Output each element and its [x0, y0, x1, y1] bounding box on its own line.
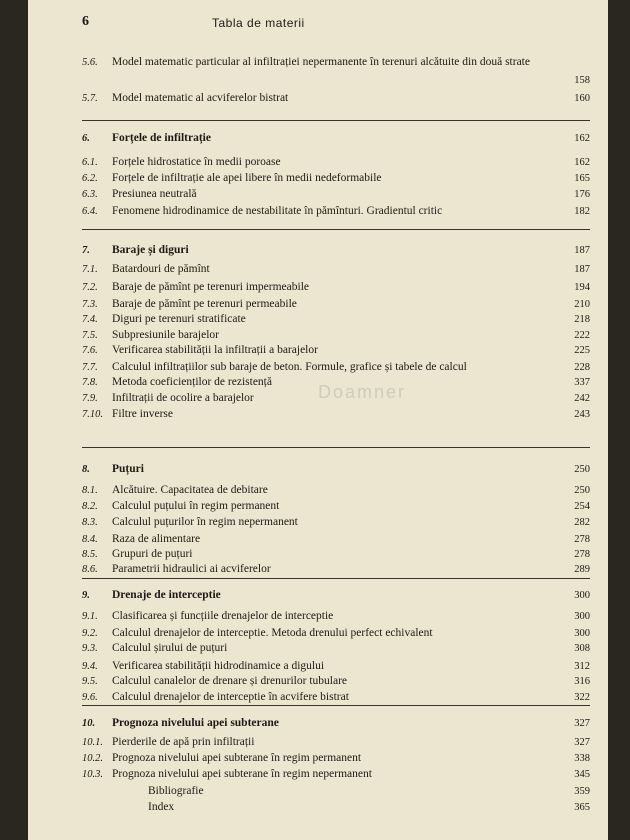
toc-entry-title: Verificarea stabilității la infiltrații a barajelor	[112, 344, 318, 356]
toc-entry-number: 9.1.	[82, 611, 98, 622]
toc-entry-page: 337	[574, 377, 590, 388]
toc-entry-number: 6.3.	[82, 189, 98, 200]
toc-entry-title: Puțuri	[112, 463, 144, 475]
toc-entry-page: 182	[574, 206, 590, 217]
toc-entry-page: 365	[574, 802, 590, 813]
toc-entry-page: 194	[574, 282, 590, 293]
toc-entry-number: 7.5.	[82, 330, 98, 341]
section-rule	[82, 447, 590, 448]
toc-entry-title: Raza de alimentare	[112, 533, 201, 545]
toc-entry-number: 7.8.	[82, 377, 98, 388]
toc-entry-number: 7.3.	[82, 299, 98, 310]
toc-entry-number: 7.1.	[82, 264, 98, 275]
toc-entry-number: 6.4.	[82, 206, 98, 217]
toc-entry-title: Forțele hidrostatice în medii poroase	[112, 156, 281, 168]
toc-entry-number: 6.2.	[82, 173, 98, 184]
toc-entry-number: 7.	[82, 245, 90, 256]
toc-entry-page: 345	[574, 769, 590, 780]
toc-entry-page: 243	[574, 409, 590, 420]
toc-entry-number: 9.2.	[82, 628, 98, 639]
toc-entry-page: 312	[574, 661, 590, 672]
toc-entry-page: 162	[574, 157, 590, 168]
toc-entry-number: 9.4.	[82, 661, 98, 672]
toc-entry-number: 9.	[82, 590, 90, 601]
running-title: Tabla de materii	[212, 16, 305, 30]
toc-entry-title: Calculul drenajelor de interceptie. Metoda drenului perfect echivalent	[112, 627, 433, 639]
toc-entry-page: 322	[574, 692, 590, 703]
toc-entry-title: Calculul șirului de puțuri	[112, 642, 228, 654]
toc-entry-page: 250	[574, 464, 590, 475]
toc-entry-number: 10.	[82, 718, 96, 729]
toc-entry-page: 225	[574, 345, 590, 356]
toc-entry-title: Prognoza nivelului apei subterane în regim nepermanent	[112, 768, 372, 780]
toc-entry-number: 7.4.	[82, 314, 98, 325]
toc-entry-page: 327	[574, 737, 590, 748]
toc-entry-number: 10.1.	[82, 737, 103, 748]
toc-entry-title: Index	[148, 801, 175, 813]
toc-entry-number: 7.7.	[82, 362, 98, 373]
toc-entry-page: 359	[574, 786, 590, 797]
toc-entry-page: 254	[574, 501, 590, 512]
toc-entry-title: Drenaje de interceptie	[112, 589, 221, 601]
toc-entry-page: 187	[574, 264, 590, 275]
section-rule	[82, 229, 590, 230]
toc-entry-number: 8.4.	[82, 534, 98, 545]
toc-entry-title: Diguri pe terenuri stratificate	[112, 313, 246, 325]
toc-entry-title: Model matematic al acviferelor bistrat	[112, 92, 289, 104]
toc-entry-number: 10.2.	[82, 753, 103, 764]
toc-entry-page: 300	[574, 590, 590, 601]
toc-entry-title: Baraje de pămînt pe terenuri impermeabile	[112, 281, 310, 293]
toc-entry-page: 162	[574, 133, 590, 144]
toc-entry-title: Prognoza nivelului apei subterane în regim permanent	[112, 752, 362, 764]
toc-entry-title: Calculul drenajelor de interceptie în acvifere bistrat	[112, 691, 349, 703]
toc-entry-title: Pierderile de apă prin infiltrații	[112, 736, 255, 748]
toc-entry-number: 5.6.	[82, 57, 98, 68]
toc-entry-title: Model matematic particular al infiltrației nepermanente în terenuri alcătuite din două strate	[112, 56, 530, 68]
toc-entry-number: 7.2.	[82, 282, 98, 293]
toc-entry-title: Baraje și diguri	[112, 244, 189, 256]
watermark: Doamner	[318, 382, 407, 402]
toc-entry-number: 8.2.	[82, 501, 98, 512]
toc-entry-number: 7.9.	[82, 393, 98, 404]
toc-entry-page: 278	[574, 534, 590, 545]
toc-entry-page: 242	[574, 393, 590, 404]
toc-entry-page: 300	[574, 628, 590, 639]
toc-entry-page: 228	[574, 362, 590, 373]
toc-entry-page: 158	[574, 75, 590, 86]
toc-entry-number: 6.1.	[82, 157, 98, 168]
toc-entry-page: 278	[574, 549, 590, 560]
toc-entry-number: 7.6.	[82, 345, 98, 356]
toc-entry-number: 9.6.	[82, 692, 98, 703]
toc-entry-number: 8.3.	[82, 517, 98, 528]
page-number: 6	[82, 14, 89, 29]
toc-entry-page: 327	[574, 718, 590, 729]
toc-entry-number: 8.1.	[82, 485, 98, 496]
toc-entry-page: 316	[574, 676, 590, 687]
toc-entry-title: Infiltrații de ocolire a barajelor	[112, 392, 254, 404]
section-rule	[82, 578, 590, 579]
toc-entry-number: 9.5.	[82, 676, 98, 687]
toc-entry-title: Calculul puțurilor în regim nepermanent	[112, 516, 298, 528]
toc-entry-title: Subpresiunile barajelor	[112, 329, 219, 341]
toc-entry-title: Verificarea stabilității hidrodinamice a digului	[112, 660, 325, 672]
toc-entry-number: 9.3.	[82, 643, 98, 654]
toc-entry-number: 5.7.	[82, 93, 98, 104]
toc-entry-number: 10.3.	[82, 769, 103, 780]
toc-entry-title: Prognoza nivelului apei subterane	[112, 717, 279, 729]
toc-entry-page: 222	[574, 330, 590, 341]
toc-entry-number: 8.6.	[82, 564, 98, 575]
toc-entry-title: Calculul canalelor de drenare și drenurilor tubulare	[112, 675, 348, 687]
section-rule	[82, 120, 590, 121]
toc-entry-title: Calculul infiltrațiilor sub baraje de beton. Formule, grafice și tabele de calcul	[112, 361, 467, 373]
toc-entry-page: 187	[574, 245, 590, 256]
toc-entry-title: Metoda coeficienților de rezistență	[112, 376, 272, 388]
toc-entry-title: Bibliografie	[148, 785, 204, 797]
toc-entry-page: 308	[574, 643, 590, 654]
toc-entry-title: Batardouri de pămînt	[112, 263, 210, 275]
toc-entry-page: 210	[574, 299, 590, 310]
toc-entry-number: 7.10.	[82, 409, 103, 420]
toc-entry-number: 6.	[82, 133, 90, 144]
toc-entry-title: Fenomene hidrodinamice de nestabilitate în pămînturi. Gradientul critic	[112, 205, 443, 217]
toc-entry-page: 218	[574, 314, 590, 325]
toc-entry-page: 250	[574, 485, 590, 496]
toc-entry-title: Parametrii hidraulici ai acviferelor	[112, 563, 271, 575]
toc-entry-title: Baraje de pămînt pe terenuri permeabile	[112, 298, 297, 310]
toc-entry-page: 176	[574, 189, 590, 200]
toc-entry-page: 160	[574, 93, 590, 104]
toc-entry-number: 8.	[82, 464, 90, 475]
toc-entry-title: Grupuri de puțuri	[112, 548, 193, 560]
book-page	[28, 0, 608, 840]
toc-entry-page: 300	[574, 611, 590, 622]
toc-entry-title: Alcătuire. Capacitatea de debitare	[112, 484, 268, 496]
toc-entry-page: 282	[574, 517, 590, 528]
toc-entry-title: Calculul puțului în regim permanent	[112, 500, 280, 512]
toc-entry-title: Filtre inverse	[112, 408, 173, 420]
section-rule	[82, 705, 590, 706]
toc-entry-title: Presiunea neutrală	[112, 188, 197, 200]
toc-entry-page: 338	[574, 753, 590, 764]
toc-entry-title: Forțele de infiltrație	[112, 132, 211, 144]
toc-entry-page: 289	[574, 564, 590, 575]
toc-entry-title: Forțele de infiltrație ale apei libere în medii nedeformabile	[112, 172, 382, 184]
toc-entry-number: 8.5.	[82, 549, 98, 560]
toc-entry-title: Clasificarea și funcțiile drenajelor de interceptie	[112, 610, 334, 622]
toc-entry-page: 165	[574, 173, 590, 184]
